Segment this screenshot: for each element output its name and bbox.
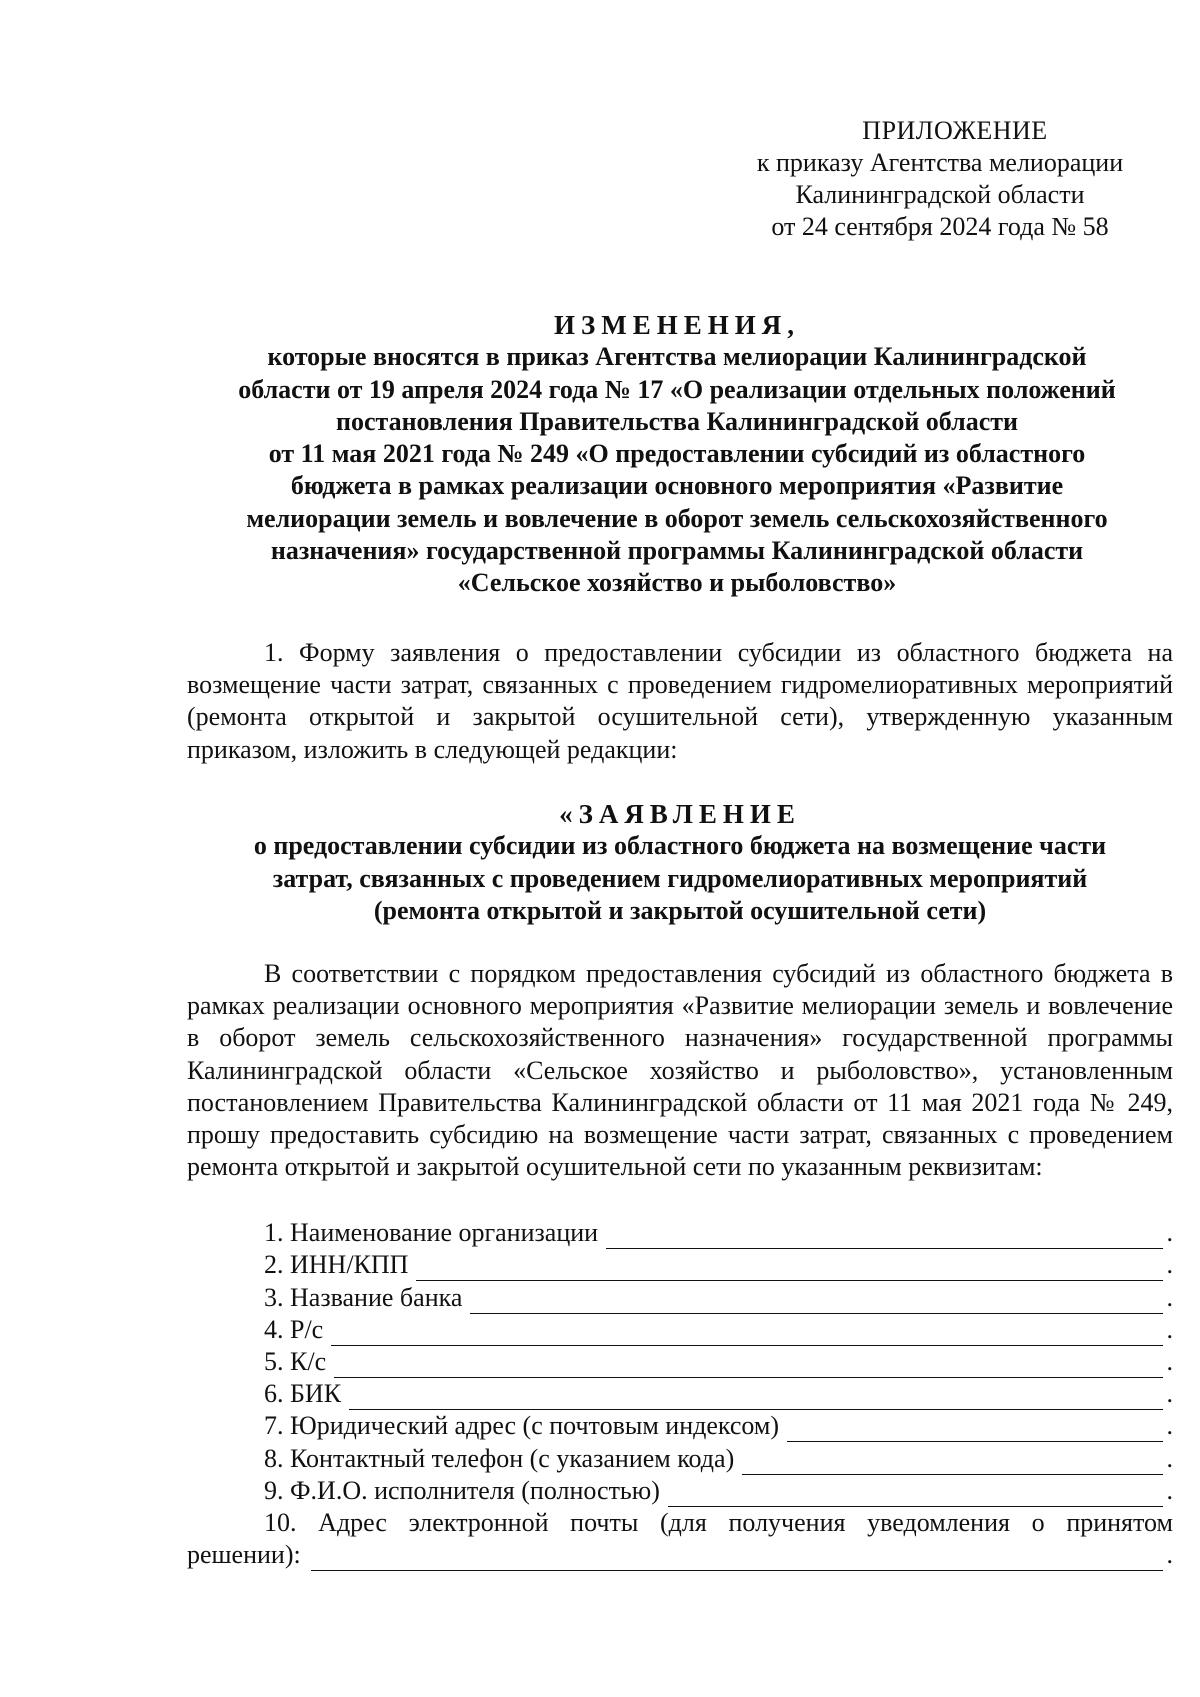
field-end-mark: .	[1166, 1443, 1173, 1473]
field-label: 7. Юридический адрес (с почтовым индексом)	[264, 1411, 780, 1441]
organization-input-line[interactable]	[606, 1226, 1163, 1249]
field-label: 8. Контактный телефон (с указанием кода)	[264, 1443, 735, 1473]
paragraph-2: В соответствии с порядком предоставления субсидий из областного бюджета в рамках реализации основного мероприятия «Развитие мелиорации земель и вовлечение в оборот земель сельскохозяйственного назначения» государственной программы Калининградской области «Сельское хозяйство и рыболовство», установленным постановлением Правительства Калининградской области от 11 мая 2021 года № 249, прошу предоставить субсидию на возмещение части затрат, связанных с проведением ремонта открытой и закрытой осушительной сети по указанным реквизитам:	[187, 959, 1173, 1182]
form-field-email	[187, 1539, 1173, 1571]
executor-name-input-line[interactable]	[668, 1484, 1163, 1507]
appendix-block	[715, 115, 1165, 243]
heading-line: постановления Правительства Калининградской области	[335, 406, 1019, 436]
application-subtitle-line: (ремонта открытой и закрытой осушительной сети)	[373, 895, 987, 925]
field-end-mark: .	[1166, 1282, 1173, 1312]
application-title: «ЗАЯВЛЕНИЕ	[559, 799, 801, 829]
field-end-mark: .	[1166, 1379, 1173, 1409]
appendix-title: ПРИЛОЖЕНИЕ	[862, 116, 1048, 145]
paragraph-1: 1. Форму заявления о предоставлении субсидии из областного бюджета на возмещение части затрат, связанных с проведением гидромелиоративных мероприятий (ремонта открытой и закрытой осушительной сети), утвержденную указанным приказом, изложить в следующей редакции:	[187, 638, 1173, 764]
bank-name-input-line[interactable]	[470, 1291, 1163, 1314]
field-label: 5. К/с	[264, 1346, 327, 1376]
field-label: 6. БИК	[264, 1379, 342, 1409]
bik-input-line[interactable]	[349, 1387, 1163, 1410]
field-end-mark: .	[1166, 1218, 1173, 1248]
heading-line: бюджета в рамках реализации основного мероприятия «Развитие	[290, 471, 1064, 501]
appendix-line-3: от 24 сентября 2024 года № 58	[771, 212, 1109, 241]
form-field-bank-name	[187, 1281, 1173, 1313]
field-end-mark: .	[1166, 1540, 1173, 1570]
phone-input-line[interactable]	[742, 1452, 1163, 1475]
form-field-organization	[187, 1217, 1173, 1249]
changes-heading	[182, 309, 1172, 600]
appendix-line-1: к приказу Агентства мелиорации	[756, 148, 1124, 177]
email-input-line[interactable]	[311, 1548, 1163, 1571]
field-label: 2. ИНН/КПП	[264, 1250, 409, 1280]
application-subtitle-line: о предоставлении субсидии из областного бюджета на возмещение части	[253, 831, 1107, 861]
corr-account-input-line[interactable]	[334, 1355, 1163, 1378]
application-heading	[187, 798, 1173, 927]
field-label: решении):	[187, 1540, 301, 1570]
form-field-executor-name	[187, 1475, 1173, 1507]
form-field-corr-account	[187, 1346, 1173, 1378]
field-end-mark: .	[1166, 1475, 1173, 1505]
field-end-mark: .	[1166, 1411, 1173, 1441]
field-label: 9. Ф.И.О. исполнителя (полностью)	[264, 1475, 660, 1505]
form-field-legal-address	[187, 1410, 1173, 1442]
form-field-inn-kpp	[187, 1249, 1173, 1281]
field-end-mark: .	[1166, 1314, 1173, 1344]
changes-title: ИЗМЕНЕНИЯ,	[553, 310, 800, 340]
field-label: 3. Название банка	[264, 1282, 463, 1312]
heading-line: области от 19 апреля 2024 года № 17 «О реализации отдельных положений	[238, 374, 1116, 404]
application-subtitle-line: затрат, связанных с проведением гидромелиоративных мероприятий	[272, 863, 1088, 893]
heading-line: от 11 мая 2021 года № 249 «О предоставлении субсидий из областного	[268, 439, 1086, 469]
inn-kpp-input-line[interactable]	[416, 1258, 1163, 1281]
heading-line: «Сельское хозяйство и рыболовство»	[457, 568, 897, 598]
form-field-account	[187, 1314, 1173, 1346]
field-end-mark: .	[1166, 1346, 1173, 1376]
form-field-bik	[187, 1378, 1173, 1410]
field-end-mark: .	[1166, 1250, 1173, 1280]
legal-address-input-line[interactable]	[787, 1419, 1163, 1442]
field-label: 4. Р/с	[264, 1314, 324, 1344]
heading-line: назначения» государственной программы Калининградской области	[270, 536, 1084, 566]
requisites-form	[187, 1217, 1173, 1507]
heading-line: которые вносятся в приказ Агентства мелиорации Калининградской	[267, 342, 1087, 372]
form-field-email-label: 10. Адрес электронной почты (для получения уведомления о принятом	[264, 1508, 1173, 1537]
account-input-line[interactable]	[331, 1323, 1163, 1346]
appendix-line-2: Калининградской области	[795, 180, 1085, 209]
heading-line: мелиорации земель и вовлечение в оборот земель сельскохозяйственного	[246, 503, 1108, 533]
form-field-phone	[187, 1442, 1173, 1474]
field-label: 1. Наименование организации	[264, 1218, 599, 1248]
